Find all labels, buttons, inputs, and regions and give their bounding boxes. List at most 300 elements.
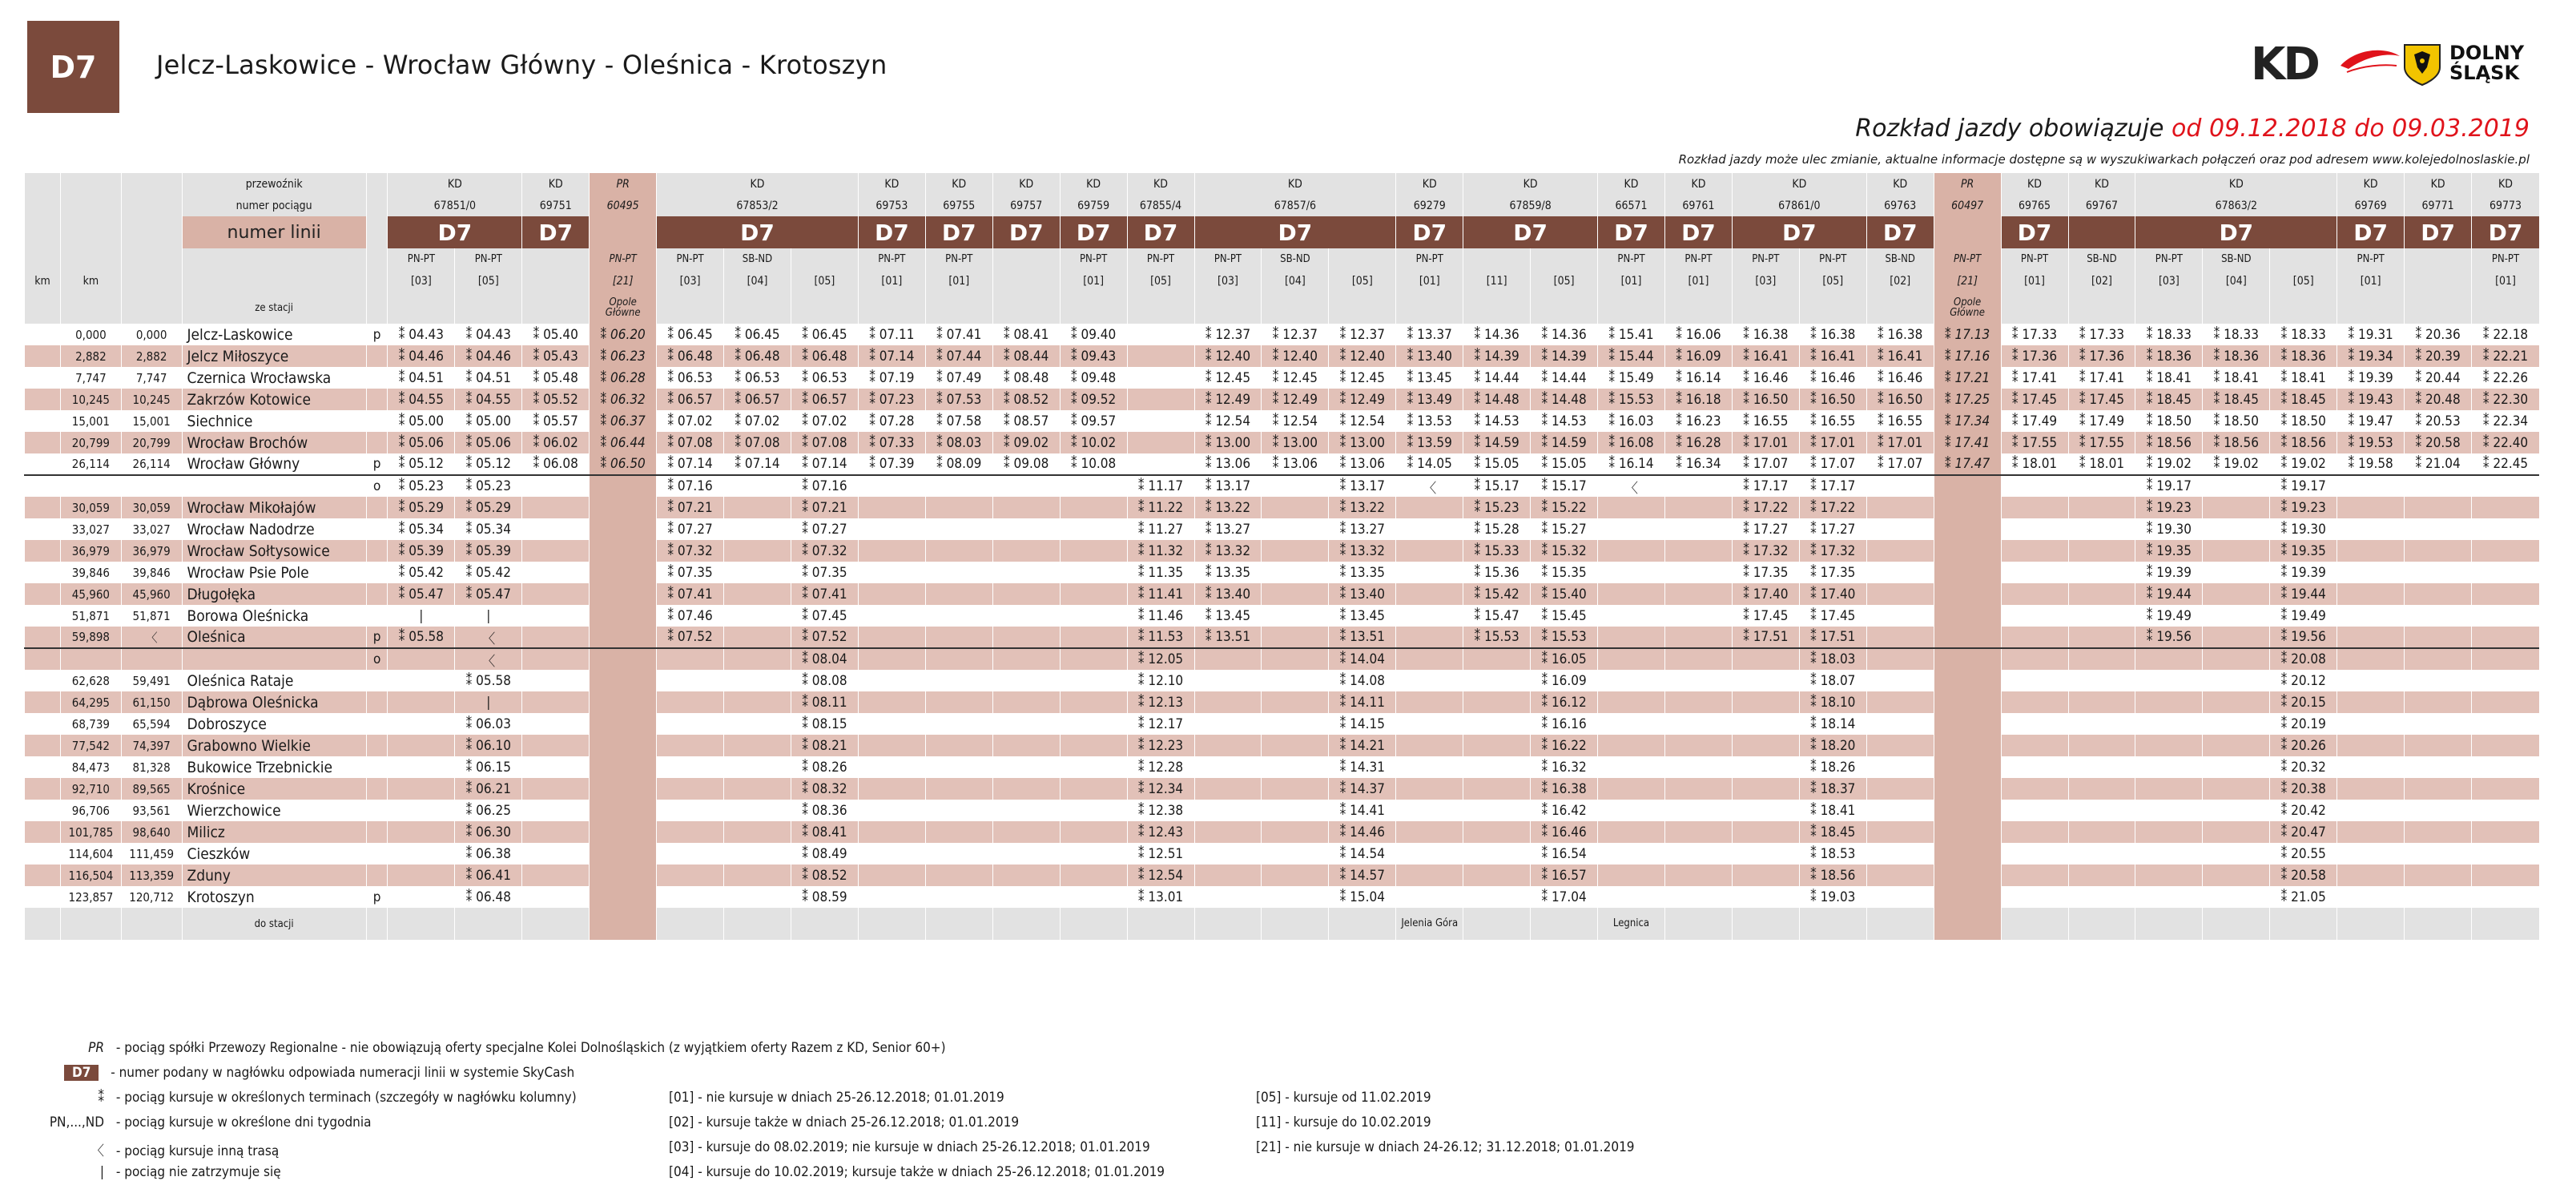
time-cell	[925, 691, 992, 713]
time-cell	[858, 497, 925, 518]
time-cell: ⁑ 13.37	[1396, 324, 1463, 345]
time-cell	[1664, 821, 1732, 843]
time-cell: ⁑ 15.28	[1463, 518, 1531, 540]
time-cell	[724, 713, 791, 735]
time-cell: ⁑ 17.35	[1732, 562, 1799, 583]
km-cell: 65,594	[121, 713, 182, 735]
time-cell	[2135, 886, 2203, 908]
time-cell: ⁑ 14.36	[1531, 324, 1598, 345]
time-cell	[2135, 800, 2203, 821]
time-cell	[1262, 562, 1329, 583]
time-cell: ⁑ 06.20	[590, 324, 657, 345]
time-cell: ⁑ 16.54	[1531, 843, 1598, 864]
time-cell	[1262, 713, 1329, 735]
km-cell: 〈	[121, 627, 182, 648]
days-cell: PN-PT	[858, 248, 925, 270]
time-cell: ⁑ 06.53	[657, 367, 724, 389]
time-cell: ⁑ 10.08	[1060, 453, 1127, 475]
footnote-ref-cell: [11]	[1463, 270, 1531, 292]
arr-dep-marker	[366, 800, 388, 821]
time-cell	[1060, 627, 1127, 648]
time-cell: ⁑ 05.12	[455, 453, 522, 475]
time-cell	[2203, 756, 2270, 778]
station-name: Wierzchowice	[182, 800, 366, 821]
time-cell: ⁑ 12.40	[1329, 345, 1396, 367]
line-number-cell	[2068, 216, 2135, 248]
legend-item	[24, 1065, 574, 1081]
time-cell	[1396, 562, 1463, 583]
destination-cell	[992, 908, 1060, 940]
time-cell	[1934, 518, 2001, 540]
time-cell: ⁑ 07.27	[657, 518, 724, 540]
time-cell	[2203, 735, 2270, 756]
footnote: [21] - nie kursuje w dniach 24-26.12; 31.12.2018; 01.01.2019	[1256, 1139, 1635, 1155]
time-cell: ⁑ 05.40	[522, 324, 590, 345]
km-cell: 68,739	[61, 713, 122, 735]
time-cell: ⁑ 17.01	[1866, 432, 1934, 453]
time-cell: ⁑ 20.44	[2405, 367, 2472, 389]
time-cell: ⁑ 14.05	[1396, 453, 1463, 475]
time-cell: ⁑ 10.02	[1060, 432, 1127, 453]
time-cell	[522, 886, 590, 908]
train-number-cell: 67861/0	[1732, 195, 1866, 216]
time-cell	[2135, 756, 2203, 778]
time-cell	[2135, 864, 2203, 886]
time-cell	[2203, 648, 2270, 670]
time-cell: ⁑ 19.56	[2270, 627, 2337, 648]
time-cell	[388, 670, 455, 691]
time-cell	[724, 778, 791, 800]
time-cell: ⁑ 12.23	[1127, 735, 1194, 756]
time-cell: ⁑ 21.04	[2405, 453, 2472, 475]
station-name: Dobroszyce	[182, 713, 366, 735]
time-cell	[590, 540, 657, 562]
time-cell	[1934, 670, 2001, 691]
time-cell: ⁑ 07.02	[791, 410, 858, 432]
time-cell: ⁑ 05.29	[455, 497, 522, 518]
time-cell: ⁑ 13.06	[1194, 453, 1262, 475]
blank-cell	[121, 292, 182, 324]
time-cell	[1664, 756, 1732, 778]
time-cell: ⁑ 15.33	[1463, 540, 1531, 562]
time-cell: ⁑ 06.15	[455, 756, 522, 778]
time-cell	[1060, 843, 1127, 864]
time-cell	[590, 864, 657, 886]
km-cell: 0,000	[61, 324, 122, 345]
time-cell: ⁑ 15.49	[1598, 367, 1665, 389]
time-cell: ⁑ 14.53	[1531, 410, 1598, 432]
time-cell: ⁑ 14.59	[1463, 432, 1531, 453]
carrier-cell: KD	[2337, 173, 2405, 195]
blank-cell	[25, 648, 61, 670]
time-cell	[388, 756, 455, 778]
blank-cell	[25, 605, 61, 627]
time-cell: ⁑ 11.35	[1127, 562, 1194, 583]
time-cell	[1262, 735, 1329, 756]
time-cell	[992, 627, 1060, 648]
time-cell	[2203, 713, 2270, 735]
time-cell	[1262, 540, 1329, 562]
carrier-cell: KD	[657, 173, 859, 195]
time-cell: ⁑ 06.03	[455, 713, 522, 735]
time-cell: ⁑ 17.47	[1934, 453, 2001, 475]
time-cell	[1664, 562, 1732, 583]
time-cell: ⁑ 18.50	[2270, 410, 2337, 432]
time-cell	[388, 886, 455, 908]
km-cell: 64,295	[61, 691, 122, 713]
time-cell: ⁑ 12.54	[1329, 410, 1396, 432]
time-cell: ⁑ 19.58	[2337, 453, 2405, 475]
origin-cell	[724, 292, 791, 324]
days-cell	[791, 248, 858, 270]
time-cell: ⁑ 13.06	[1262, 453, 1329, 475]
time-cell	[925, 648, 992, 670]
time-cell: ⁑ 08.04	[791, 648, 858, 670]
from-station-label: ze stacji	[182, 292, 366, 324]
train-number-cell: 69761	[1664, 195, 1732, 216]
days-cell: PN-PT	[1799, 248, 1866, 270]
footnote-ref-cell: [01]	[1664, 270, 1732, 292]
blank-cell	[366, 292, 388, 324]
time-cell: ⁑ 22.18	[2472, 324, 2539, 345]
days-cell: PN-PT	[1934, 248, 2001, 270]
carrier-cell: KD	[1396, 173, 1463, 195]
time-cell: ⁑ 14.11	[1329, 691, 1396, 713]
time-cell	[1396, 583, 1463, 605]
blank-cell	[121, 195, 182, 216]
time-cell	[522, 864, 590, 886]
station-name: Czernica Wrocławska	[182, 367, 366, 389]
time-cell: ⁑ 06.45	[657, 324, 724, 345]
time-cell	[992, 518, 1060, 540]
footnote-ref-cell: [01]	[2001, 270, 2068, 292]
km-cell: 7,747	[61, 367, 122, 389]
time-cell: ⁑ 19.02	[2270, 453, 2337, 475]
km-cell: 81,328	[121, 756, 182, 778]
time-cell	[724, 605, 791, 627]
station-name: Krotoszyn	[182, 886, 366, 908]
time-cell	[522, 648, 590, 670]
origin-cell	[1060, 292, 1127, 324]
timetable	[24, 173, 2539, 940]
time-cell	[1598, 864, 1665, 886]
arr-dep-marker	[366, 864, 388, 886]
time-cell: ⁑ 17.25	[1934, 389, 2001, 410]
time-cell: ⁑ 11.41	[1127, 583, 1194, 605]
time-cell	[925, 627, 992, 648]
time-cell	[2405, 713, 2472, 735]
time-cell	[1866, 886, 1934, 908]
station-name: Wrocław Sołtysowice	[182, 540, 366, 562]
time-cell: ⁑ 08.32	[791, 778, 858, 800]
time-cell	[925, 497, 992, 518]
time-cell: ⁑ 18.01	[2068, 453, 2135, 475]
time-cell	[590, 713, 657, 735]
time-cell	[2203, 475, 2270, 497]
time-cell: ⁑ 07.19	[858, 367, 925, 389]
time-cell: ⁑ 05.39	[388, 540, 455, 562]
time-cell	[522, 540, 590, 562]
time-cell	[925, 843, 992, 864]
destination-cell	[2337, 908, 2405, 940]
time-cell	[992, 605, 1060, 627]
origin-cell: Opole Główne	[590, 292, 657, 324]
time-cell	[522, 691, 590, 713]
time-cell: ⁑ 13.35	[1194, 562, 1262, 583]
time-cell: ⁑ 17.33	[2001, 324, 2068, 345]
km-cell: 10,245	[121, 389, 182, 410]
time-cell: ⁑ 16.50	[1732, 389, 1799, 410]
time-cell	[1664, 691, 1732, 713]
time-cell: ⁑ 18.41	[2203, 367, 2270, 389]
time-cell	[2068, 605, 2135, 627]
time-cell	[1463, 886, 1531, 908]
time-cell	[2405, 691, 2472, 713]
time-cell	[522, 843, 590, 864]
time-cell: ⁑ 13.32	[1329, 540, 1396, 562]
time-cell: ⁑ 13.40	[1329, 583, 1396, 605]
time-cell	[2068, 583, 2135, 605]
time-cell	[2472, 648, 2539, 670]
line-number-cell: D7	[1732, 216, 1866, 248]
time-cell	[1934, 800, 2001, 821]
time-cell: ⁑ 16.18	[1664, 389, 1732, 410]
time-cell: ⁑ 20.36	[2405, 324, 2472, 345]
time-cell	[388, 864, 455, 886]
time-cell	[2337, 800, 2405, 821]
time-cell	[2203, 800, 2270, 821]
arr-dep-marker	[366, 540, 388, 562]
time-cell	[2001, 648, 2068, 670]
km-cell: 2,882	[121, 345, 182, 367]
time-cell: ⁑ 06.45	[791, 324, 858, 345]
time-cell	[2472, 497, 2539, 518]
time-cell: ⁑ 06.48	[657, 345, 724, 367]
time-cell: ⁑ 08.26	[791, 756, 858, 778]
origin-cell	[388, 292, 455, 324]
blank-cell	[25, 453, 61, 475]
km-cell: 20,799	[61, 432, 122, 453]
destination-cell	[2472, 908, 2539, 940]
time-cell: ⁑ 14.48	[1463, 389, 1531, 410]
train-number-cell: 67863/2	[2135, 195, 2337, 216]
time-cell	[1866, 864, 1934, 886]
time-cell: ⁑ 12.49	[1262, 389, 1329, 410]
time-cell	[992, 843, 1060, 864]
time-cell	[2472, 713, 2539, 735]
days-cell	[2405, 248, 2472, 270]
time-cell	[1866, 648, 1934, 670]
time-cell: ⁑ 19.39	[2337, 367, 2405, 389]
arr-dep-marker	[366, 843, 388, 864]
time-cell	[1396, 756, 1463, 778]
carrier-cell: KD	[1732, 173, 1866, 195]
time-cell	[1598, 800, 1665, 821]
time-cell: ⁑ 07.53	[925, 389, 992, 410]
station-name: Borowa Oleśnicka	[182, 605, 366, 627]
footnote-ref-cell	[992, 270, 1060, 292]
time-cell: ⁑ 18.41	[2135, 367, 2203, 389]
carrier-cell: KD	[992, 173, 1060, 195]
time-cell: ⁑ 06.48	[724, 345, 791, 367]
time-cell	[2472, 886, 2539, 908]
destination-cell	[1531, 908, 1598, 940]
time-cell	[1664, 886, 1732, 908]
time-cell: ⁑ 12.45	[1194, 367, 1262, 389]
time-cell	[2472, 756, 2539, 778]
km-cell: 113,359	[121, 864, 182, 886]
time-cell: ⁑ 20.12	[2270, 670, 2337, 691]
time-cell	[1598, 605, 1665, 627]
time-cell: ⁑ 07.46	[657, 605, 724, 627]
line-number-cell: D7	[992, 216, 1060, 248]
time-cell	[1060, 648, 1127, 670]
time-cell: ⁑ 12.49	[1329, 389, 1396, 410]
footnote: [03] - kursuje do 08.02.2019; nie kursuje w dniach 25-26.12.2018; 01.01.2019	[669, 1139, 1150, 1155]
time-cell: ⁑ 20.26	[2270, 735, 2337, 756]
time-cell	[2405, 518, 2472, 540]
destination-cell	[657, 908, 724, 940]
time-cell: ⁑ 12.37	[1194, 324, 1262, 345]
time-cell	[2472, 518, 2539, 540]
footnote-ref-cell: [03]	[388, 270, 455, 292]
blank-cell	[25, 735, 61, 756]
time-cell	[1934, 756, 2001, 778]
time-cell	[925, 821, 992, 843]
time-cell	[925, 778, 992, 800]
time-cell	[2337, 864, 2405, 886]
time-cell	[522, 778, 590, 800]
destination-cell	[1934, 908, 2001, 940]
time-cell	[858, 864, 925, 886]
time-cell	[2001, 670, 2068, 691]
time-cell: ⁑ 06.53	[724, 367, 791, 389]
time-cell	[1060, 735, 1127, 756]
time-cell: ⁑ 16.23	[1664, 410, 1732, 432]
time-cell: ⁑ 16.38	[1866, 324, 1934, 345]
days-cell: PN-PT	[2001, 248, 2068, 270]
time-cell: ⁑ 20.47	[2270, 821, 2337, 843]
time-cell	[657, 821, 724, 843]
time-cell: ⁑ 18.45	[2135, 389, 2203, 410]
time-cell: ⁑ 16.46	[1799, 367, 1866, 389]
time-cell	[1664, 475, 1732, 497]
footnote-ref-cell: [02]	[2068, 270, 2135, 292]
blank-cell	[182, 270, 366, 292]
time-cell: ⁑ 08.11	[791, 691, 858, 713]
blank-cell	[61, 292, 122, 324]
kd-swoosh-icon	[2339, 42, 2403, 82]
time-cell: ⁑ 14.31	[1329, 756, 1396, 778]
km-cell	[61, 475, 122, 497]
time-cell	[858, 713, 925, 735]
line-number-cell: D7	[2001, 216, 2068, 248]
time-cell: ⁑ 12.45	[1262, 367, 1329, 389]
time-cell	[1732, 735, 1799, 756]
time-cell	[2203, 518, 2270, 540]
time-cell: ⁑ 17.16	[1934, 345, 2001, 367]
time-cell: ⁑ 17.45	[1732, 605, 1799, 627]
time-cell	[1127, 345, 1194, 367]
time-cell	[1664, 627, 1732, 648]
line-number-cell: D7	[2405, 216, 2472, 248]
origin-cell	[2068, 292, 2135, 324]
time-cell: ⁑ 17.27	[1799, 518, 1866, 540]
time-cell: ⁑ 18.50	[2135, 410, 2203, 432]
blank-cell	[25, 908, 61, 940]
time-cell	[1262, 627, 1329, 648]
footnote-ref-cell: [05]	[1127, 270, 1194, 292]
time-cell: ⁑ 17.35	[1799, 562, 1866, 583]
km-cell: 45,960	[61, 583, 122, 605]
time-cell	[590, 735, 657, 756]
time-cell: ⁑ 07.35	[791, 562, 858, 583]
time-cell: ⁑ 08.09	[925, 453, 992, 475]
time-cell: ⁑ 06.25	[455, 800, 522, 821]
time-cell	[724, 497, 791, 518]
time-cell	[2337, 475, 2405, 497]
time-cell: ⁑ 17.17	[1799, 475, 1866, 497]
time-cell: ⁑ 17.22	[1799, 497, 1866, 518]
time-cell	[1598, 583, 1665, 605]
time-cell: ⁑ 15.40	[1531, 583, 1598, 605]
time-cell	[2203, 778, 2270, 800]
destination-cell	[2270, 908, 2337, 940]
time-cell: ⁑ 18.36	[2135, 345, 2203, 367]
time-cell: ⁑ 20.38	[2270, 778, 2337, 800]
time-cell	[2472, 670, 2539, 691]
time-cell: ⁑ 17.32	[1799, 540, 1866, 562]
time-cell: ⁑ 09.48	[1060, 367, 1127, 389]
time-cell	[925, 713, 992, 735]
time-cell: ⁑ 15.23	[1463, 497, 1531, 518]
km-cell: 15,001	[121, 410, 182, 432]
time-cell	[2001, 691, 2068, 713]
time-cell: ⁑ 13.45	[1194, 605, 1262, 627]
destination-cell	[1799, 908, 1866, 940]
footnote-ref-cell: [05]	[1531, 270, 1598, 292]
carrier-cell: KD	[1598, 173, 1665, 195]
time-cell	[1396, 778, 1463, 800]
legend-text: - pociąg nie zatrzymuje się	[112, 1164, 281, 1180]
time-cell	[858, 605, 925, 627]
time-cell	[1060, 691, 1127, 713]
time-cell: ⁑ 18.56	[2135, 432, 2203, 453]
time-cell	[2405, 670, 2472, 691]
time-cell: ⁑ 19.39	[2270, 562, 2337, 583]
time-cell: ⁑ 07.52	[791, 627, 858, 648]
time-cell: ⁑ 05.00	[388, 410, 455, 432]
blank-cell	[25, 248, 61, 270]
time-cell	[2337, 670, 2405, 691]
footnote-ref-cell: [03]	[2135, 270, 2203, 292]
time-cell	[992, 562, 1060, 583]
time-cell	[1664, 800, 1732, 821]
time-cell	[2405, 864, 2472, 886]
time-cell	[2472, 800, 2539, 821]
time-cell	[724, 518, 791, 540]
footnote-ref-cell: [01]	[2472, 270, 2539, 292]
kd-logo: KD	[2251, 38, 2318, 91]
time-cell	[2337, 778, 2405, 800]
time-cell: ⁑ 16.41	[1866, 345, 1934, 367]
time-cell: ⁑ 19.02	[2135, 453, 2203, 475]
time-cell	[2068, 648, 2135, 670]
time-cell	[657, 778, 724, 800]
footnote-ref-cell: [21]	[1934, 270, 2001, 292]
time-cell	[1127, 410, 1194, 432]
time-cell	[1732, 648, 1799, 670]
